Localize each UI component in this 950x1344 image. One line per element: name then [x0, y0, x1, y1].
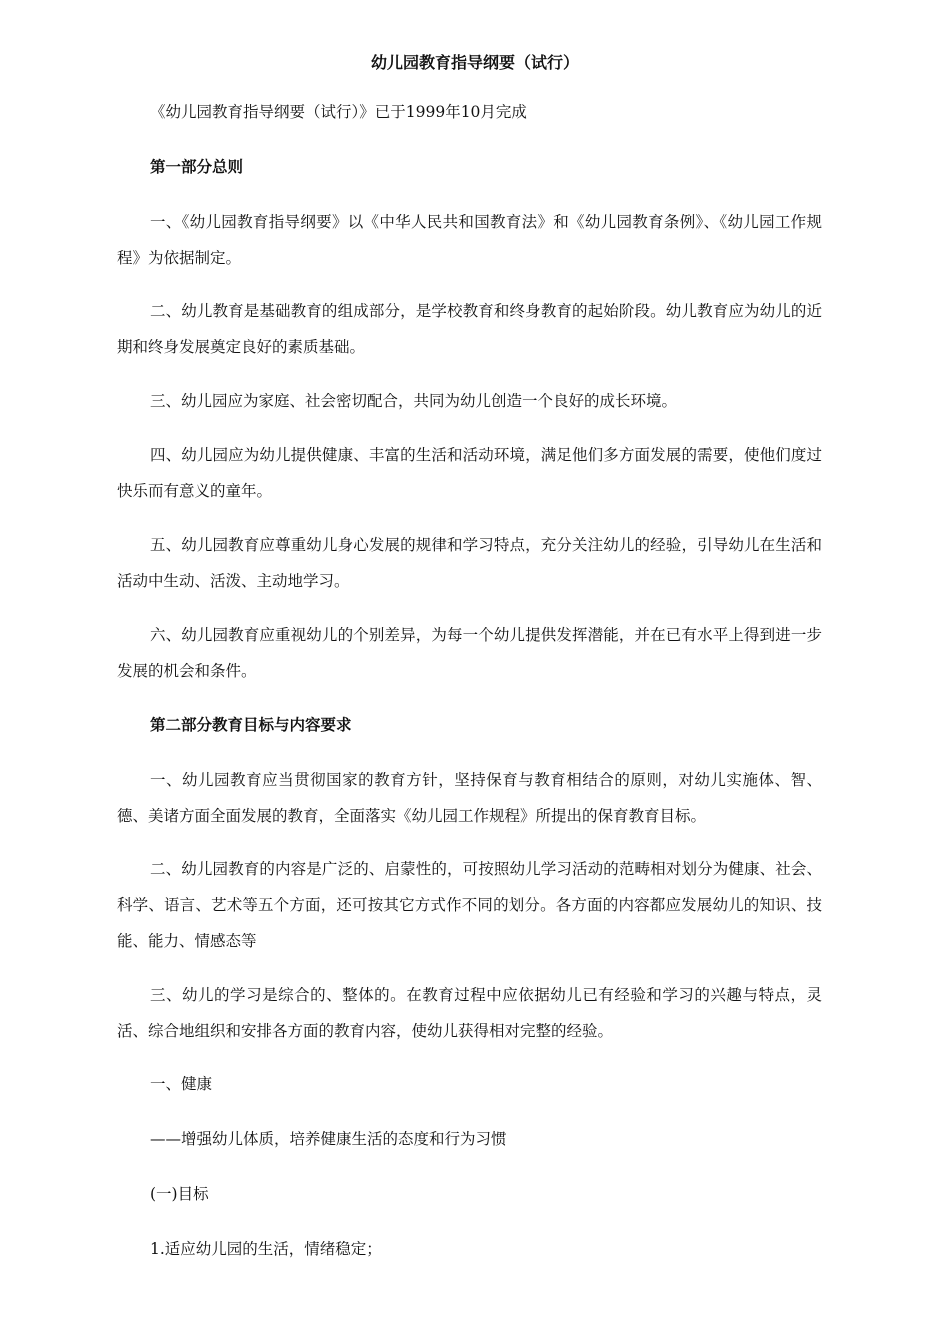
part1-paragraph-5: 五、幼儿园教育应尊重幼儿身心发展的规律和学习特点，充分关注幼儿的经验，引导幼儿在生活和活动中生动、活泼、主动地学习。	[117, 536, 822, 590]
part1-paragraph-4: 四、幼儿园应为幼儿提供健康、丰富的生活和活动环境，满足他们多方面发展的需要，使他们度过快乐而有意义的童年。	[117, 446, 822, 500]
part1-paragraph-6: 六、幼儿园教育应重视幼儿的个别差异，为每一个幼儿提供发挥潜能，并在已有水平上得到进一步发展的机会和条件。	[117, 626, 822, 680]
part1-paragraph-2: 二、幼儿教育是基础教育的组成部分，是学校教育和终身教育的起始阶段。幼儿教育应为幼儿的近期和终身发展奠定良好的素质基础。	[117, 302, 822, 356]
part2-heading: 第二部分教育目标与内容要求	[150, 716, 352, 734]
part2-paragraph-2: 二、幼儿园教育的内容是广泛的、启蒙性的，可按照幼儿学习活动的范畴相对划分为健康、社会、科学、语言、艺术等五个方面，还可按其它方式作不同的划分。各方面的内容都应发展幼儿的知识、技能、能力、情感态等	[117, 860, 822, 950]
part2-paragraph-1: 一、幼儿园教育应当贯彻国家的教育方针，坚持保育与教育相结合的原则，对幼儿实施体、智、德、美诸方面全面发展的教育，全面落实《幼儿园工作规程》所提出的保育教育目标。	[117, 771, 822, 825]
health-subtitle: ——增强幼儿体质，培养健康生活的态度和行为习惯	[150, 1130, 507, 1148]
part1-paragraph-3: 三、幼儿园应为家庭、社会密切配合，共同为幼儿创造一个良好的成长环境。	[150, 392, 678, 410]
part1-heading: 第一部分总则	[150, 158, 244, 176]
document-title: 幼儿园教育指导纲要（试行）	[370, 53, 579, 72]
part1-paragraph-1: 一、《幼儿园教育指导纲要》以《中华人民共和国教育法》和《幼儿园教育条例》、《幼儿园工作规程》为依据制定。	[117, 213, 822, 267]
goals-heading: (一)目标	[150, 1185, 209, 1203]
part2-paragraph-3: 三、幼儿的学习是综合的、整体的。在教育过程中应依据幼儿已有经验和学习的兴趣与特点，灵活、综合地组织和安排各方面的教育内容，使幼儿获得相对完整的经验。	[117, 986, 822, 1040]
intro-line: 《幼儿园教育指导纲要（试行）》已于1999年10月完成	[150, 103, 527, 121]
health-heading: 一、健康	[150, 1075, 213, 1093]
goal-item-1: 1.适应幼儿园的生活，情绪稳定；	[150, 1240, 382, 1258]
